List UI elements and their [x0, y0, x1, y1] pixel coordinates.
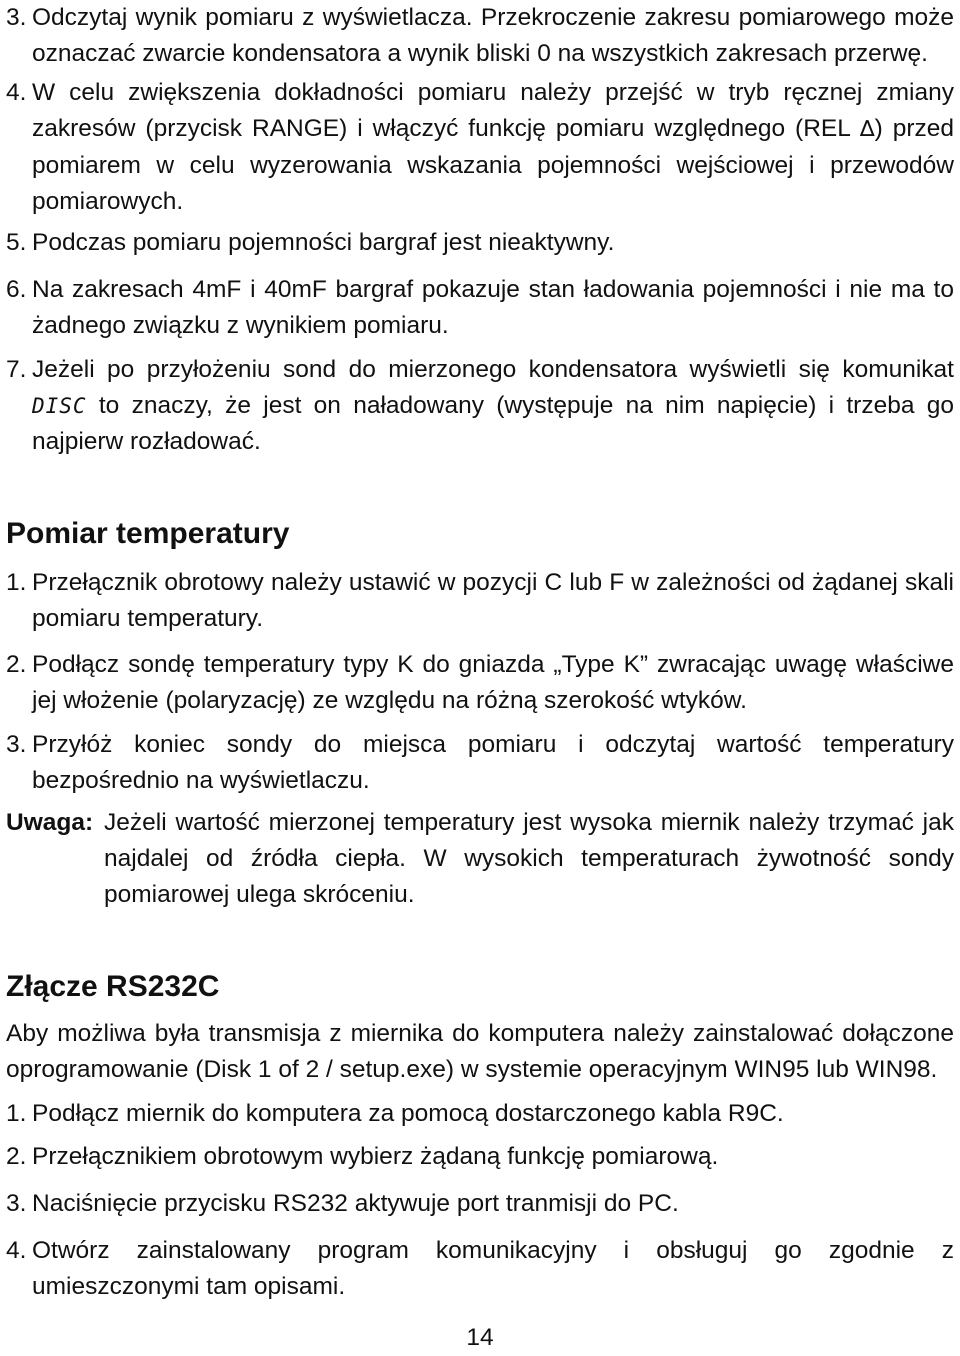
list-item — [6, 75, 954, 220]
list-item — [6, 1186, 954, 1222]
item-text: Naciśnięcie przycisku RS232 aktywuje port tranmisji do PC. — [32, 1190, 679, 1217]
item-number: 7. — [6, 356, 27, 383]
item-text: Odczytaj wynik pomiaru z wyświetlacza. Przekroczenie zakresu pomiarowego może oznaczać zwarcie kondensatora a wynik bliski 0 na wszystkich zakresach przerwę. — [32, 4, 954, 67]
item-text: Przełącznikiem obrotowym wybierz żądaną funkcję pomiarową. — [32, 1143, 719, 1170]
item-text: Przyłóż koniec sondy do miejsca pomiaru i odczytaj wartość temperatury bezpośrednio na wyświetlaczu. — [32, 731, 954, 794]
list-item — [6, 0, 954, 72]
item-text: Otwórz zainstalowany program komunikacyjny i obsługuj go zgodnie z umieszczonymi tam opisami. — [32, 1237, 954, 1300]
intro-paragraph: Aby możliwa była transmisja z miernika do komputera należy zainstalować dołączone oprogramowanie (Disk 1 of 2 / setup.exe) w systemie operacyjnym WIN95 lub WIN98. — [6, 1020, 954, 1083]
item-number: 2. — [6, 1143, 27, 1170]
item-number: 2. — [6, 651, 27, 678]
list-item — [6, 225, 954, 261]
list-item — [6, 1233, 954, 1305]
item-number: 5. — [6, 229, 27, 256]
list-item — [6, 565, 954, 637]
item-text: Podczas pomiaru pojemności bargraf jest nieaktywny. — [32, 229, 615, 256]
lcd-disc-indicator: DISC — [32, 394, 87, 418]
section-heading-temperature: Pomiar temperatury — [6, 517, 290, 550]
list-item — [6, 352, 954, 460]
list-item — [6, 727, 954, 799]
list-item — [6, 1139, 954, 1175]
note-label: Uwaga: — [6, 809, 94, 836]
item-number: 6. — [6, 276, 27, 303]
warning-note — [6, 805, 954, 913]
item-text — [32, 352, 954, 460]
list-item — [6, 272, 954, 344]
section-heading-rs232: Złącze RS232C — [6, 970, 220, 1003]
item-text-part: to znaczy, że jest on naładowany (występuje na nim napięcie) i trzeba go najpierw rozładować. — [32, 392, 954, 455]
item-text: Podłącz sondę temperatury typy K do gniazda „Type K” zwracając uwagę właściwe jej włożenie (polaryzację) ze względu na różną szerokość wtyków. — [32, 651, 954, 714]
item-number: 3. — [6, 1190, 27, 1217]
item-text — [32, 75, 954, 220]
item-number: 1. — [6, 569, 27, 596]
list-item — [6, 647, 954, 719]
item-number: 3. — [6, 4, 27, 31]
item-text: Na zakresach 4mF i 40mF bargraf pokazuje stan ładowania pojemności i nie ma to żadnego związku z wynikiem pomiaru. — [32, 276, 954, 339]
note-text: Jeżeli wartość mierzonej temperatury jest wysoka miernik należy trzymać jak najdalej od źródła ciepła. W wysokich temperaturach żywotność sondy pomiarowej ulega skróceniu. — [104, 809, 954, 908]
item-text-part: W celu zwiększenia dokładności pomiaru należy przejść w tryb ręcznej zmiany zakresów (przycisk RANGE) i włączyć funkcję pomiaru względnego (REL — [32, 79, 954, 142]
item-text-part: ) przed pomiarem w celu wyzerowania wskazania pojemności wejściowej i przewodów pomiarowych. — [32, 115, 954, 215]
item-number: 4. — [6, 79, 27, 106]
item-number: 3. — [6, 731, 27, 758]
item-text-part: Jeżeli po przyłożeniu sond do mierzonego kondensatora wyświetli się komunikat — [32, 356, 954, 383]
item-text: Przełącznik obrotowy należy ustawić w pozycji C lub F w zależności od żądanej skali pomiaru temperatury. — [32, 569, 954, 632]
item-text: Podłącz miernik do komputera za pomocą dostarczonego kabla R9C. — [32, 1100, 784, 1127]
item-number: 1. — [6, 1100, 27, 1127]
delta-symbol: ∆ — [859, 117, 875, 142]
item-number: 4. — [6, 1237, 27, 1264]
list-item — [6, 1096, 954, 1132]
page-number: 14 — [466, 1324, 494, 1351]
